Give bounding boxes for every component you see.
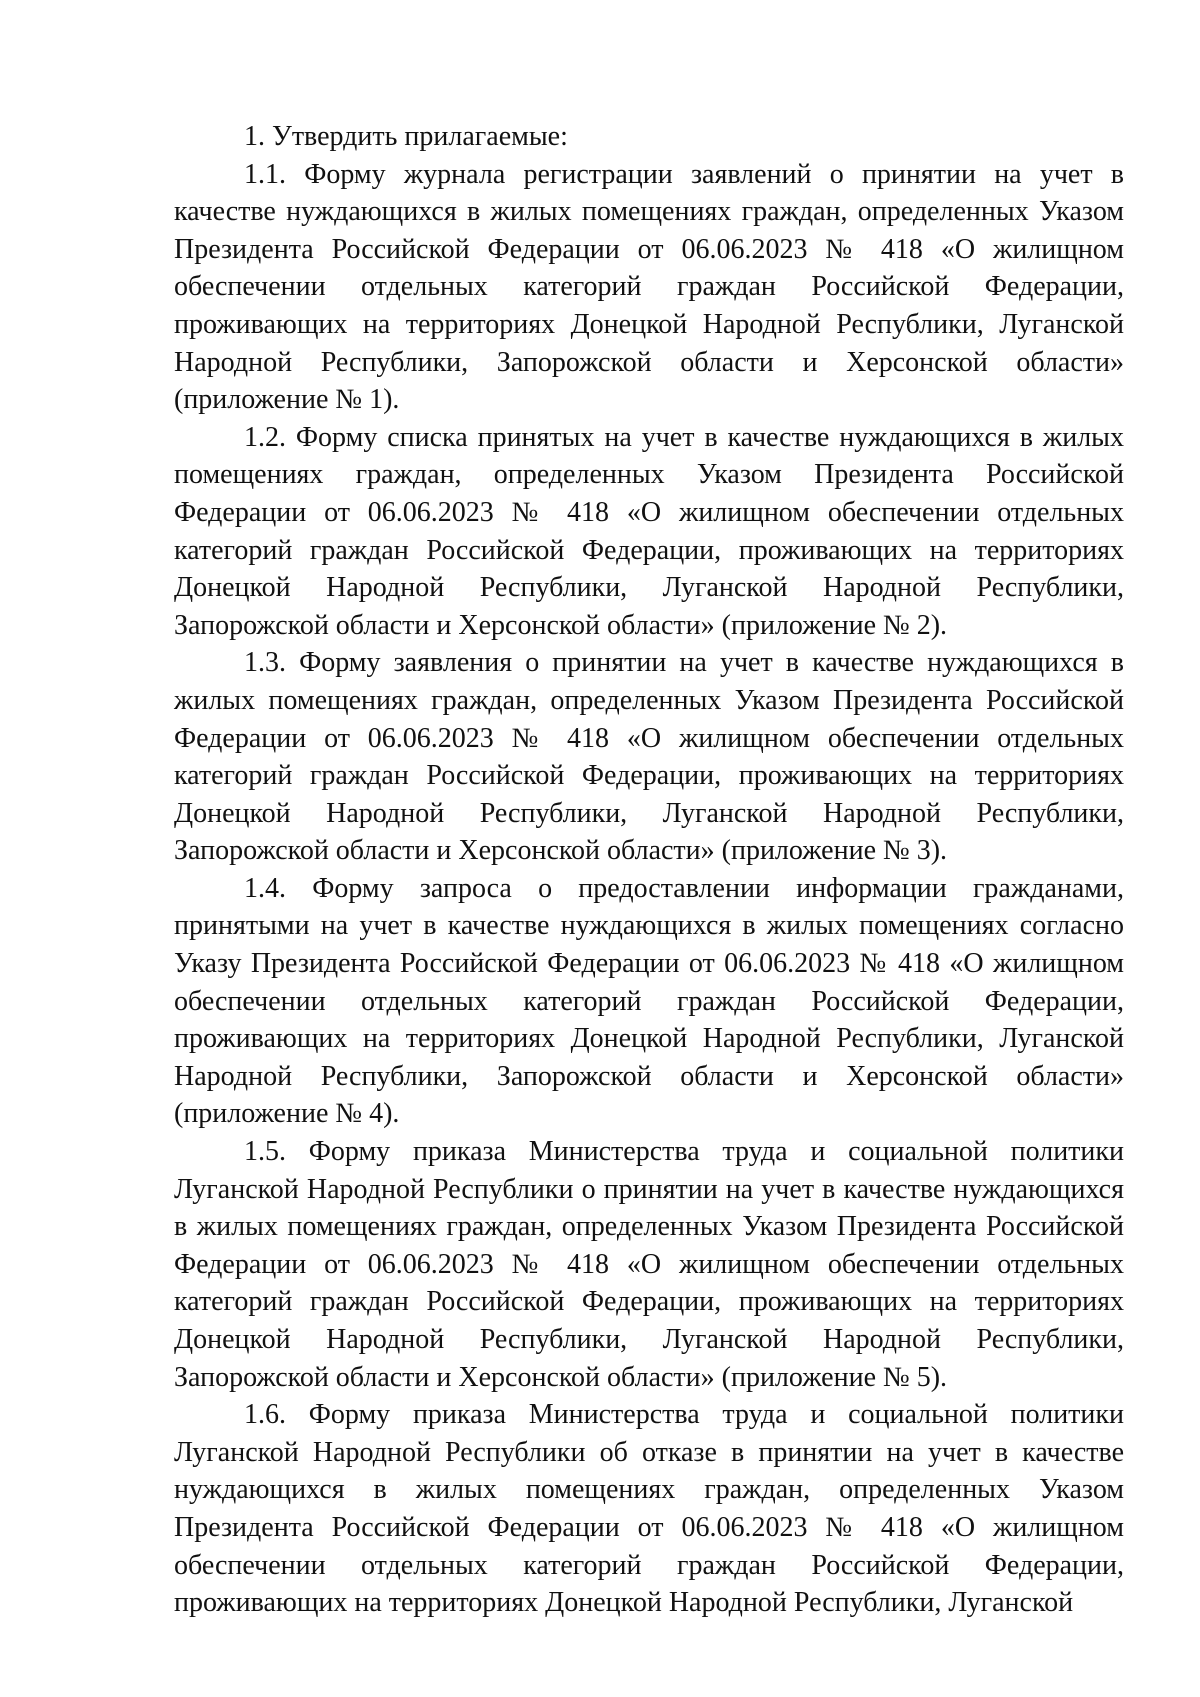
paragraph-1-3: 1.3. Форму заявления о принятии на учет в качестве нуждающихся в жилых помещениях граждан, определенных Указом Президента Российской Федерации от 06.06.2023 № 418 «О жилищном обеспечении отдельных категорий граждан Российской Федерации, проживающих на территориях Донецкой Народной Республики, Луганской Народной Республики, Запорожской области и Херсонской области» (приложение № 3). xyxy=(174,647,1124,867)
document-body xyxy=(174,118,1124,1622)
paragraph-1-4: 1.4. Форму запроса о предоставлении информации гражданами, принятыми на учет в качестве нуждающихся в жилых помещениях согласно Указу Президента Российской Федерации от 06.06.2023 № 418 «О жилищном обеспечении отдельных категорий граждан Российской Федерации, проживающих на территориях Донецкой Народной Республики, Луганской Народной Республики, Запорожской области и Херсонской области» (приложение № 4). xyxy=(174,872,1124,1130)
paragraph-1-6: 1.6. Форму приказа Министерства труда и социальной политики Луганской Народной Республики об отказе в принятии на учет в качестве нуждающихся в жилых помещениях граждан, определенных Указом Президента Российской Федерации от 06.06.2023 № 418 «О жилищном обеспечении отдельных категорий граждан Российской Федерации, проживающих на территориях Донецкой Народной Республики, Луганской xyxy=(174,1399,1124,1619)
paragraph-1-5: 1.5. Форму приказа Министерства труда и социальной политики Луганской Народной Республики о принятии на учет в качестве нуждающихся в жилых помещениях граждан, определенных Указом Президента Российской Федерации от 06.06.2023 № 418 «О жилищном обеспечении отдельных категорий граждан Российской Федерации, проживающих на территориях Донецкой Народной Республики, Луганской Народной Республики, Запорожской области и Херсонской области» (приложение № 5). xyxy=(174,1136,1124,1393)
paragraph-1-1: 1.1. Форму журнала регистрации заявлений о принятии на учет в качестве нуждающихся в жилых помещениях граждан, определенных Указом Президента Российской Федерации от 06.06.2023 № 418 «О жилищном обеспечении отдельных категорий граждан Российской Федерации, проживающих на территориях Донецкой Народной Республики, Луганской Народной Республики, Запорожской области и Херсонской области» (приложение № 1). xyxy=(174,158,1124,416)
paragraph-approve-intro: 1. Утвердить прилагаемые: xyxy=(244,121,568,152)
paragraph-1-2: 1.2. Форму списка принятых на учет в качестве нуждающихся в жилых помещениях граждан, определенных Указом Президента Российской Федерации от 06.06.2023 № 418 «О жилищном обеспечении отдельных категорий граждан Российской Федерации, проживающих на территориях Донецкой Народной Республики, Луганской Народной Республики, Запорожской области и Херсонской области» (приложение № 2). xyxy=(174,421,1124,641)
